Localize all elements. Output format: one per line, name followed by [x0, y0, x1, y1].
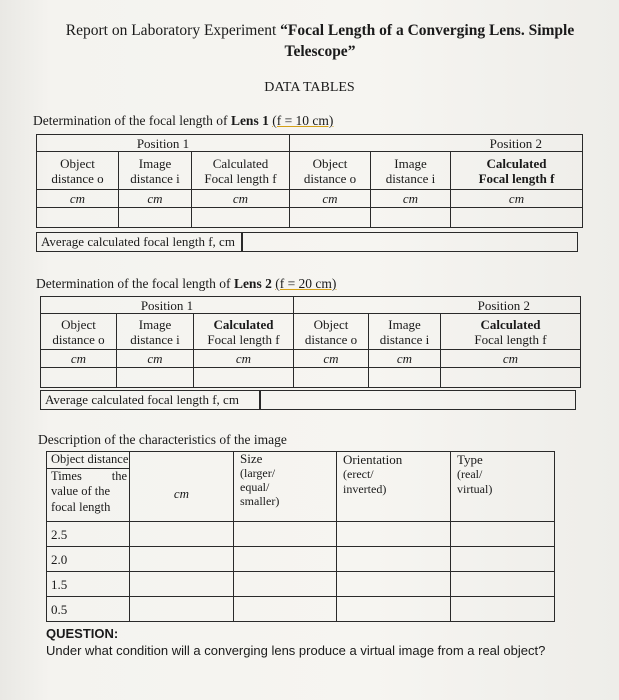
lens2-object-header — [41, 314, 117, 350]
cell[interactable] — [234, 572, 337, 597]
lens1-object-header-2 — [290, 152, 371, 190]
the-label: the — [111, 468, 127, 483]
lens2-unit: cm — [369, 350, 441, 368]
lens2-average-value[interactable] — [260, 390, 576, 410]
lens1-cell[interactable] — [290, 208, 371, 228]
lens1-average-box — [36, 232, 242, 252]
lens2-unit: cm — [441, 350, 581, 368]
lens1-caption-eq: (f = 10 cm) — [272, 113, 334, 128]
lens1-cell[interactable] — [37, 208, 119, 228]
lens1-unit: cm — [451, 190, 583, 208]
lens2-cell[interactable] — [194, 368, 294, 388]
row-multiple: 2.5 — [47, 522, 130, 547]
lens2-unit: cm — [117, 350, 194, 368]
lens2-image-header-2 — [369, 314, 441, 350]
lens2-cell[interactable] — [441, 368, 581, 388]
lens2-image-h2: distance i — [130, 331, 180, 347]
lens1-object-h1: Object — [60, 155, 95, 171]
lens1-object-h1-2: Object — [312, 155, 348, 171]
lens2-caption-eq: (f = 20 cm) — [275, 276, 337, 291]
lens2-average-box — [40, 390, 260, 410]
cell[interactable] — [337, 522, 451, 547]
lens1-image-h1: Image — [138, 155, 172, 171]
characteristics-caption: Description of the characteristics of the image — [38, 432, 287, 447]
orientation-options: (erect/ inverted) — [343, 467, 387, 496]
table-row — [47, 597, 555, 622]
cell[interactable] — [337, 572, 451, 597]
lens1-unit: cm — [37, 190, 119, 208]
lens1-image-header-2 — [371, 152, 451, 190]
characteristics-table — [46, 451, 555, 622]
lens2-calc-header-2 — [441, 314, 581, 350]
lens2-cell[interactable] — [41, 368, 117, 388]
times-label: Times — [51, 468, 82, 483]
lens1-calc-h2: Focal length f — [204, 170, 277, 186]
table-row — [47, 547, 555, 572]
lens1-object-h2-2: distance o — [303, 170, 357, 186]
lens1-calc-header — [192, 152, 290, 190]
lens1-unit: cm — [290, 190, 371, 208]
lens1-calc-h1: Calculated — [212, 155, 269, 171]
title-prefix: Report on Laboratory Experiment — [65, 22, 281, 39]
lens2-calc-h1: Calculated — [213, 316, 274, 332]
cell[interactable] — [337, 597, 451, 622]
lens2-calc-h2-2: Focal length f — [474, 331, 547, 347]
lens1-position1-header: Position 1 — [37, 135, 290, 152]
cell[interactable] — [337, 547, 451, 572]
object-distance-unit: cm — [130, 452, 234, 522]
lens1-cell[interactable] — [192, 208, 290, 228]
lens1-image-h2: distance i — [130, 170, 180, 186]
lens2-calc-h1-2: Calculated — [480, 316, 541, 332]
lens1-unit: cm — [119, 190, 192, 208]
cell[interactable] — [451, 572, 555, 597]
report-title — [40, 20, 600, 62]
lens1-cell[interactable] — [119, 208, 192, 228]
cell[interactable] — [451, 522, 555, 547]
lens1-image-header — [119, 152, 192, 190]
lens2-image-h2-2: distance i — [379, 331, 430, 347]
lens2-caption — [36, 276, 336, 292]
lens2-image-header — [117, 314, 194, 350]
row-multiple: 1.5 — [47, 572, 130, 597]
lens1-position2-header: Position 2 — [290, 135, 583, 152]
question-label: QUESTION: — [46, 626, 119, 641]
lens1-table — [36, 134, 583, 228]
lens1-caption-prefix: Determination of the focal length of — [33, 113, 231, 128]
lens2-object-h2: distance o — [52, 331, 105, 347]
cell[interactable] — [130, 522, 234, 547]
lens2-calc-h2: Focal length f — [207, 331, 280, 347]
lens1-calc-header-2 — [451, 152, 583, 190]
lens2-position1-header: Position 1 — [41, 297, 294, 314]
lens1-average-label: Average calculated focal length f, cm — [41, 234, 235, 249]
lens2-object-h1-2: Object — [313, 316, 349, 332]
lens2-image-h1: Image — [138, 316, 172, 332]
size-options: (larger/ equal/ smaller) — [240, 466, 280, 508]
lens1-average-value[interactable] — [242, 232, 578, 252]
times-the-row — [51, 469, 127, 485]
lens2-unit: cm — [41, 350, 117, 368]
lens1-caption-bold: Lens 1 — [230, 113, 269, 128]
lens1-calc-h1-2: Calculated — [486, 155, 547, 171]
lens2-object-header-2 — [294, 314, 369, 350]
lens2-average-label: Average calculated focal length f, cm — [45, 392, 239, 407]
row-multiple: 0.5 — [47, 597, 130, 622]
lens2-cell[interactable] — [369, 368, 441, 388]
lens2-caption-prefix: Determination of the focal length of — [36, 276, 234, 291]
lens1-caption — [33, 113, 333, 129]
cell[interactable] — [234, 522, 337, 547]
cell[interactable] — [451, 597, 555, 622]
lens1-cell[interactable] — [451, 208, 583, 228]
lens1-unit: cm — [192, 190, 290, 208]
title-bold-line2: Telescope” — [284, 43, 356, 60]
lens2-image-h1-2: Image — [388, 316, 421, 332]
cell[interactable] — [130, 572, 234, 597]
row-multiple: 2.0 — [47, 547, 130, 572]
cell[interactable] — [130, 597, 234, 622]
type-label: Type — [457, 452, 483, 467]
lens1-image-h1-2: Image — [394, 155, 427, 171]
lens1-cell[interactable] — [371, 208, 451, 228]
cell[interactable] — [130, 547, 234, 572]
value-of-the-label: value of the — [51, 484, 111, 498]
table-row — [47, 522, 555, 547]
cell[interactable] — [234, 547, 337, 572]
question-block — [46, 625, 545, 659]
size-header — [234, 452, 337, 522]
focal-length-label: focal length — [51, 499, 111, 514]
orientation-header — [337, 452, 451, 522]
cell[interactable] — [234, 597, 337, 622]
lens1-image-h2-2: distance i — [385, 170, 436, 186]
object-distance-header — [47, 452, 130, 522]
lens2-unit: cm — [194, 350, 294, 368]
lens2-unit: cm — [294, 350, 369, 368]
lens1-object-h2: distance o — [51, 170, 104, 186]
lens2-cell[interactable] — [117, 368, 194, 388]
lens1-calc-h2-2: Focal length f — [478, 170, 555, 186]
title-bold-line1: “Focal Length of a Converging Lens. Simple — [280, 22, 575, 39]
cell[interactable] — [451, 547, 555, 572]
lens2-calc-header — [194, 314, 294, 350]
lens2-object-h1: Object — [61, 316, 96, 332]
type-header — [451, 452, 555, 522]
lens2-table — [40, 296, 581, 388]
lens2-position2-header: Position 2 — [294, 297, 581, 314]
table-row — [47, 572, 555, 597]
question-text: Under what condition will a converging lens produce a virtual image from a real object? — [46, 643, 546, 658]
lens2-cell[interactable] — [294, 368, 369, 388]
size-label: Size — [240, 451, 263, 466]
lens1-object-header — [37, 152, 119, 190]
lens2-object-h2-2: distance o — [304, 331, 358, 347]
object-distance-label: Object distance — [47, 452, 129, 469]
lens2-caption-bold: Lens 2 — [233, 276, 272, 291]
type-options: (real/ virtual) — [457, 467, 493, 496]
lens1-unit: cm — [371, 190, 451, 208]
data-tables-heading: DATA TABLES — [264, 80, 355, 95]
orientation-label: Orientation — [343, 452, 403, 467]
